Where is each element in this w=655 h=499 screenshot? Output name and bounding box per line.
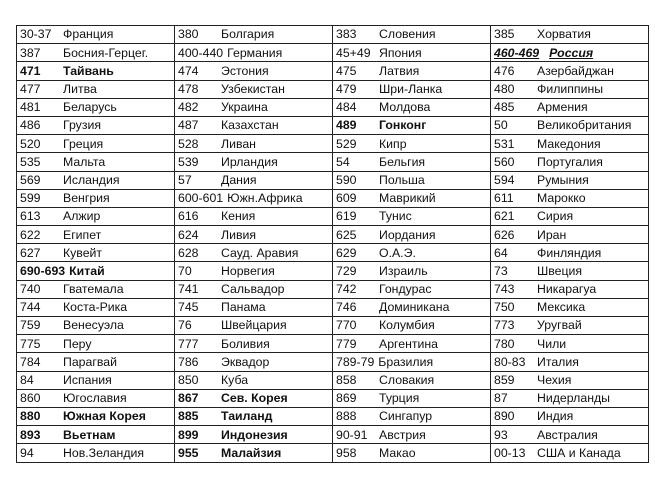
table-cell (333, 244, 491, 262)
table-cell (333, 44, 491, 62)
country-code: 743 (494, 282, 515, 297)
table-cell (17, 135, 175, 153)
table-cell (491, 99, 649, 117)
country-code: 759 (20, 318, 41, 333)
country-name: Макао (379, 445, 416, 460)
table-cell (491, 262, 649, 280)
table-cell (17, 317, 175, 335)
country-name: Индонезия (221, 427, 288, 442)
country-name: Литва (63, 82, 97, 96)
country-code: 387 (20, 45, 41, 60)
country-name: Италия (537, 354, 579, 369)
country-code: 482 (178, 100, 199, 115)
country-name: Сауд. Аравия (221, 245, 299, 260)
country-name: Хорватия (537, 27, 591, 42)
country-code: 773 (494, 318, 515, 333)
table-cell (175, 426, 333, 444)
table-cell (491, 172, 649, 190)
table-cell (333, 426, 491, 444)
table-cell (175, 208, 333, 226)
table-cell (333, 372, 491, 390)
country-name: Словакия (379, 373, 435, 387)
country-codes-table (16, 25, 649, 463)
country-code: 489 (336, 118, 357, 133)
country-name: Египет (63, 227, 102, 242)
table-cell (175, 81, 333, 99)
table-cell (175, 44, 333, 62)
country-code: 786 (178, 354, 199, 369)
country-code: 480 (494, 82, 515, 96)
country-name: Нидерланды (537, 391, 611, 406)
table-cell (17, 117, 175, 135)
table-cell (17, 244, 175, 262)
country-name: Молдова (379, 100, 431, 115)
country-code: 858 (336, 373, 357, 387)
table-cell (17, 226, 175, 244)
country-name: Эстония (221, 63, 269, 78)
table-cell (333, 172, 491, 190)
country-name: Перу (63, 336, 92, 351)
country-name: Кувейт (63, 245, 103, 260)
table-cell (17, 444, 175, 462)
country-code: 475 (336, 63, 357, 78)
country-name: Чехия (537, 373, 572, 387)
table-cell (175, 299, 333, 317)
country-code: 531 (494, 136, 515, 151)
table-cell (491, 117, 649, 135)
table-cell (175, 262, 333, 280)
country-code: 850 (178, 373, 199, 387)
country-name: Сирия (537, 209, 574, 224)
table-cell (333, 390, 491, 408)
country-name: Узбекистан (221, 82, 285, 96)
table-cell (333, 26, 491, 44)
table-cell (17, 44, 175, 62)
country-name: Испания (63, 373, 112, 387)
table-cell (333, 117, 491, 135)
country-name: США и Канада (537, 445, 621, 460)
country-code: 770 (336, 318, 357, 333)
table-cell (491, 226, 649, 244)
country-name: Турция (379, 391, 420, 406)
country-name: Финляндия (537, 245, 602, 260)
table-cell (175, 172, 333, 190)
table-cell (175, 117, 333, 135)
country-code: 622 (20, 227, 41, 242)
country-name: Шри-Ланка (379, 82, 443, 96)
country-code: 784 (20, 354, 41, 369)
country-code: 54 (336, 154, 350, 169)
country-code: 958 (336, 445, 357, 460)
country-code: 529 (336, 136, 357, 151)
country-code: 621 (494, 209, 515, 224)
country-name: Ливан (221, 136, 256, 151)
country-code: 775 (20, 336, 41, 351)
table-cell (333, 353, 491, 371)
country-name: Сев. Корея (221, 391, 288, 406)
table-cell (333, 281, 491, 299)
country-code: 528 (178, 136, 199, 151)
country-name: Южн.Африка (227, 191, 303, 206)
country-name: Коста-Рика (63, 300, 128, 315)
table-cell (17, 262, 175, 280)
country-code: 746 (336, 300, 357, 315)
country-name: Казахстан (221, 118, 279, 133)
country-name: Швейцария (221, 318, 287, 333)
country-name: Латвия (379, 63, 420, 78)
table-cell (17, 190, 175, 208)
country-name: Россия (549, 45, 594, 60)
country-name: Югославия (63, 391, 127, 406)
country-name: Исландия (63, 172, 120, 187)
country-code: 535 (20, 154, 41, 169)
country-name: Израиль (379, 263, 428, 278)
country-name: Сингапур (379, 409, 433, 424)
country-name: Тунис (379, 209, 412, 224)
table-cell (491, 244, 649, 262)
table-cell (491, 426, 649, 444)
table-cell (333, 190, 491, 208)
country-name: Азербайджан (537, 63, 614, 78)
country-name: Доминикана (379, 300, 450, 315)
country-name: Македония (537, 136, 601, 151)
country-name: Никарагуа (537, 282, 597, 297)
country-code: 70 (178, 263, 192, 278)
table-cell (175, 444, 333, 462)
country-code: 629 (336, 245, 357, 260)
table-cell (17, 426, 175, 444)
table-cell (175, 226, 333, 244)
country-code: 87 (494, 391, 508, 406)
table-cell (17, 172, 175, 190)
country-name: Филиппины (537, 82, 604, 96)
country-code: 859 (494, 373, 515, 387)
country-name: Ливия (221, 227, 256, 242)
country-name: Алжир (63, 209, 101, 224)
table-cell (175, 335, 333, 353)
country-name: Малайзия (221, 445, 282, 460)
country-code: 780 (494, 336, 515, 351)
table-cell (491, 299, 649, 317)
country-code: 690-693 (20, 263, 66, 278)
country-code: 383 (336, 27, 357, 42)
table-cell (175, 244, 333, 262)
table-cell (17, 299, 175, 317)
country-code: 485 (494, 100, 515, 115)
table-cell (175, 99, 333, 117)
country-name: Куба (221, 373, 249, 387)
table-cell (333, 208, 491, 226)
country-name: Панама (221, 300, 266, 315)
country-name: Южная Корея (63, 409, 146, 424)
country-name: Китай (69, 263, 105, 278)
country-name: Вьетнам (63, 427, 116, 442)
country-name: Мальта (63, 154, 106, 169)
table-cell (491, 153, 649, 171)
table-cell (17, 390, 175, 408)
country-code: 613 (20, 209, 41, 224)
country-code: 481 (20, 100, 41, 115)
country-name: Марокко (537, 191, 586, 206)
country-code: 628 (178, 245, 199, 260)
country-code: 880 (20, 409, 41, 424)
country-name: Нов.Зеландия (63, 445, 145, 460)
country-code: 486 (20, 118, 41, 133)
country-code: 624 (178, 227, 199, 242)
country-name: Франция (63, 27, 114, 42)
country-name: Иран (537, 227, 567, 242)
country-code: 560 (494, 154, 515, 169)
table-cell (491, 26, 649, 44)
country-code: 885 (178, 409, 199, 424)
country-code: 64 (494, 245, 508, 260)
country-code: 860 (20, 391, 41, 406)
country-code: 625 (336, 227, 357, 242)
table-cell (17, 372, 175, 390)
country-code: 890 (494, 409, 515, 424)
country-name: Австралия (537, 427, 598, 442)
country-name: Кипр (379, 136, 407, 151)
country-name: Аргентина (379, 336, 439, 351)
table-cell (17, 353, 175, 371)
table-cell (175, 153, 333, 171)
country-name: Чили (537, 336, 567, 351)
country-code: 779 (336, 336, 357, 351)
country-code: 476 (494, 63, 515, 78)
country-name: Румыния (537, 172, 589, 187)
country-code: 93 (494, 427, 508, 442)
table-cell (175, 317, 333, 335)
table-cell (333, 408, 491, 426)
country-code: 729 (336, 263, 357, 278)
country-code: 590 (336, 172, 357, 187)
table-cell (17, 26, 175, 44)
country-name: Уругвай (537, 318, 582, 333)
country-code: 94 (20, 445, 34, 460)
country-code: 471 (20, 63, 41, 78)
country-code: 777 (178, 336, 199, 351)
country-code: 539 (178, 154, 199, 169)
country-name: Боливия (221, 336, 270, 351)
table-cell (333, 444, 491, 462)
table-cell (491, 408, 649, 426)
country-name: Украина (221, 100, 268, 115)
table-cell (491, 135, 649, 153)
country-code: 744 (20, 300, 41, 315)
country-name: Гонконг (379, 118, 427, 133)
table-cell (491, 81, 649, 99)
country-code: 380 (178, 27, 199, 42)
country-name: Колумбия (379, 318, 435, 333)
country-name: Дания (221, 172, 257, 187)
country-name: Венесуэла (63, 318, 124, 333)
table-cell (491, 444, 649, 462)
country-code: 57 (178, 172, 192, 187)
country-code: 479 (336, 82, 357, 96)
country-name: Босния-Герцег. (63, 45, 149, 60)
country-name: Словения (379, 27, 436, 42)
table-cell (491, 390, 649, 408)
country-code: 400-440 (178, 45, 224, 60)
table-cell (333, 335, 491, 353)
country-name: Таиланд (221, 409, 273, 424)
country-name: Ирландия (221, 154, 278, 169)
table-cell (333, 81, 491, 99)
table-cell (333, 135, 491, 153)
country-name: Швеция (537, 263, 583, 278)
country-code: 616 (178, 209, 199, 224)
country-code: 599 (20, 191, 41, 206)
country-name: Маврикий (379, 191, 436, 206)
country-code: 474 (178, 63, 199, 78)
country-code: 484 (336, 100, 357, 115)
country-code: 955 (178, 445, 199, 460)
country-code: 750 (494, 300, 515, 315)
country-name: Армения (537, 100, 588, 115)
table-cell (491, 190, 649, 208)
table-cell (17, 99, 175, 117)
country-code: 609 (336, 191, 357, 206)
table-cell (175, 372, 333, 390)
table-cell (175, 408, 333, 426)
table-cell (491, 281, 649, 299)
table-cell (333, 317, 491, 335)
country-code: 520 (20, 136, 41, 151)
country-name: Тайвань (63, 63, 114, 78)
country-name: Греция (63, 136, 104, 151)
table-cell (17, 335, 175, 353)
table-cell (491, 62, 649, 80)
country-code: 45+49 (336, 45, 371, 60)
table-cell (491, 353, 649, 371)
table-cell (491, 44, 649, 62)
country-name: Польша (379, 172, 425, 187)
table-cell (17, 408, 175, 426)
country-code: 477 (20, 82, 41, 96)
table-cell (333, 262, 491, 280)
table-cell (175, 190, 333, 208)
table-cell (17, 81, 175, 99)
table-cell (175, 135, 333, 153)
table-cell (17, 281, 175, 299)
country-name: Индия (537, 409, 574, 424)
table-cell (17, 153, 175, 171)
country-code: 487 (178, 118, 199, 133)
country-code: 460-469 (494, 45, 540, 60)
country-name: Бразилия (378, 354, 434, 369)
country-name: О.А.Э. (379, 245, 416, 260)
country-name: Бельгия (379, 154, 426, 169)
table-cell (17, 208, 175, 226)
table-cell (175, 390, 333, 408)
country-code: 627 (20, 245, 41, 260)
country-code: 30-37 (20, 27, 52, 42)
table-cell (175, 26, 333, 44)
table-cell (175, 62, 333, 80)
table-cell (175, 353, 333, 371)
country-name: Мексика (537, 300, 586, 315)
country-code: 385 (494, 27, 515, 42)
table-cell (333, 62, 491, 80)
table-cell (491, 372, 649, 390)
country-code: 50 (494, 118, 508, 133)
country-name: Гондурас (379, 282, 432, 297)
country-code: 741 (178, 282, 199, 297)
country-code: 600-601 (178, 191, 224, 206)
country-name: Болгария (221, 27, 275, 42)
country-code: 619 (336, 209, 357, 224)
country-code: 888 (336, 409, 357, 424)
table-cell (175, 281, 333, 299)
table-cell (491, 317, 649, 335)
country-code: 73 (494, 263, 508, 278)
country-code: 899 (178, 427, 199, 442)
country-name: Венгрия (63, 191, 110, 206)
country-code: 76 (178, 318, 192, 333)
table-cell (333, 153, 491, 171)
country-name: Сальвадор (221, 282, 285, 297)
country-name: Беларусь (63, 100, 117, 115)
country-code: 00-13 (494, 445, 526, 460)
country-code: 594 (494, 172, 515, 187)
table-cell (333, 299, 491, 317)
country-name: Великобритания (537, 118, 632, 133)
country-name: Германия (227, 45, 283, 60)
country-name: Португалия (537, 154, 603, 169)
table-cell (333, 99, 491, 117)
country-code: 478 (178, 82, 199, 96)
country-name: Кения (221, 209, 256, 224)
country-name: Парагвай (63, 354, 117, 369)
country-code: 742 (336, 282, 357, 297)
country-name: Норвегия (221, 263, 275, 278)
table-cell (17, 62, 175, 80)
country-name: Австрия (379, 427, 426, 442)
country-code: 789-79 (336, 354, 375, 369)
country-code: 626 (494, 227, 515, 242)
country-code: 740 (20, 282, 41, 297)
country-code: 569 (20, 172, 41, 187)
country-code: 90-91 (336, 427, 368, 442)
country-code: 869 (336, 391, 357, 406)
country-name: Япония (379, 45, 422, 60)
country-code: 867 (178, 391, 199, 406)
table-cell (333, 226, 491, 244)
country-code: 611 (494, 191, 514, 206)
table-cell (491, 335, 649, 353)
table-cell (491, 208, 649, 226)
country-name: Иордания (379, 227, 436, 242)
country-name: Эквадор (221, 354, 270, 369)
country-code: 80-83 (494, 354, 526, 369)
country-code: 745 (178, 300, 199, 315)
country-code: 84 (20, 373, 34, 387)
country-name: Грузия (63, 118, 101, 133)
country-name: Гватемала (63, 282, 124, 297)
country-code: 893 (20, 427, 41, 442)
